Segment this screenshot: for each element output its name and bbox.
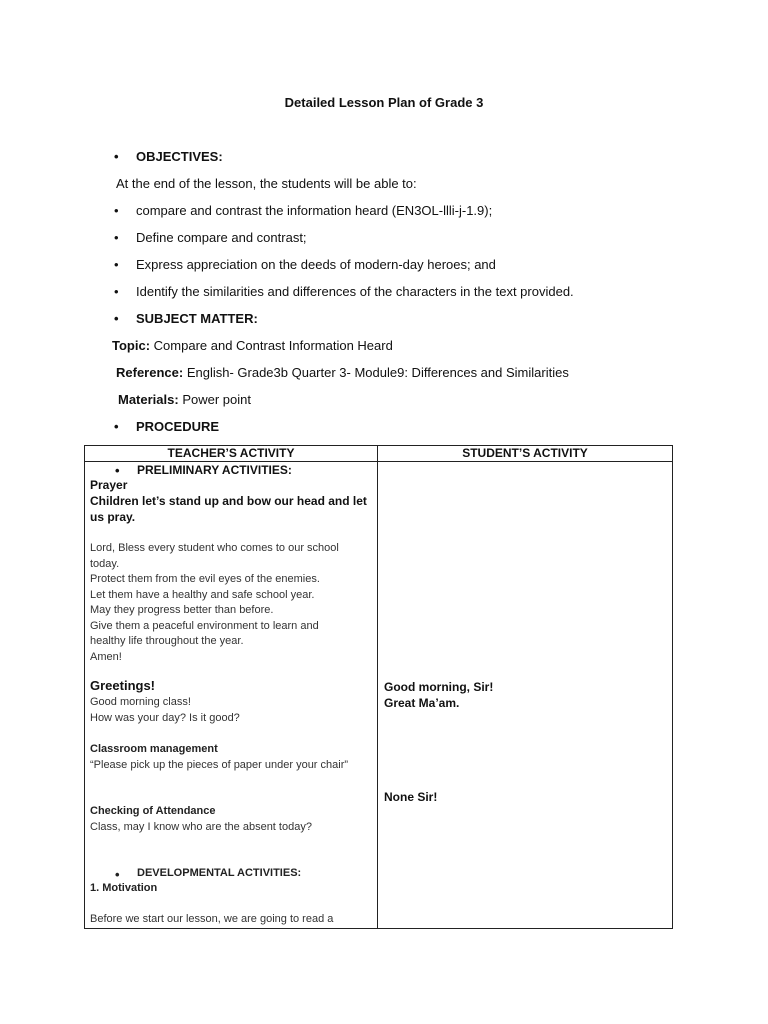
reference-label: Reference: bbox=[116, 365, 184, 380]
topic-value: Compare and Contrast Information Heard bbox=[153, 338, 393, 353]
prayer-line: Give them a peaceful environment to learn and bbox=[90, 619, 319, 632]
reference-line bbox=[116, 365, 569, 380]
student-greeting-reply: Great Ma’am. bbox=[384, 696, 460, 710]
objectives-intro: At the end of the lesson, the students will be able to: bbox=[116, 176, 417, 191]
topic-line bbox=[112, 338, 393, 353]
prayer-line: healthy life throughout the year. bbox=[90, 635, 244, 647]
objectives-heading: • OBJECTIVES: bbox=[136, 149, 223, 164]
objective-item: • compare and contrast the information heard (EN3OL-llli-j-1.9); bbox=[136, 203, 492, 218]
objective-item: • Express appreciation on the deeds of modern-day heroes; and bbox=[136, 257, 496, 272]
prayer-instruction: us pray. bbox=[90, 510, 136, 524]
attendance-heading: Checking of Attendance bbox=[90, 805, 216, 817]
activity-table bbox=[84, 445, 673, 929]
student-greeting-reply: Good morning, Sir! bbox=[384, 680, 494, 694]
table-header-row bbox=[85, 446, 673, 462]
greetings-heading: Greetings! bbox=[90, 678, 156, 693]
prayer-line: May they progress better than before. bbox=[90, 604, 274, 616]
objective-item: • Define compare and contrast; bbox=[136, 230, 307, 245]
table-row bbox=[85, 462, 673, 929]
teacher-activity-header: TEACHER’S ACTIVITY bbox=[85, 446, 378, 462]
prayer-line: today. bbox=[90, 557, 120, 570]
student-attendance-reply: None Sir! bbox=[384, 790, 438, 804]
document-title: Detailed Lesson Plan of Grade 3 bbox=[284, 95, 484, 110]
motivation-line: Before we start our lesson, we are going to read a bbox=[90, 913, 334, 925]
greetings-line: How was your day? Is it good? bbox=[90, 712, 240, 724]
objective-item: • Identify the similarities and differences of the characters in the text provided. bbox=[136, 284, 574, 299]
prayer-line: Amen! bbox=[90, 650, 122, 663]
prayer-heading: Prayer bbox=[90, 478, 128, 492]
prayer-line: Let them have a healthy and safe school year. bbox=[90, 588, 315, 601]
prayer-text bbox=[90, 541, 339, 665]
teacher-activity-cell bbox=[85, 462, 378, 929]
materials-label: Materials: bbox=[118, 392, 179, 407]
procedure-heading: • PROCEDURE bbox=[136, 419, 219, 434]
reference-value: English- Grade3b Quarter 3- Module9: Differences and Similarities bbox=[186, 365, 569, 380]
motivation-heading: 1. Motivation bbox=[90, 882, 158, 894]
greetings-line: Good morning class! bbox=[90, 696, 191, 708]
materials-value: Power point bbox=[182, 392, 251, 407]
materials-line bbox=[118, 392, 251, 407]
subject-matter-heading: • SUBJECT MATTER: bbox=[136, 311, 258, 326]
student-activity-cell bbox=[378, 462, 673, 929]
prayer-instruction: Children let’s stand up and bow our head and let bbox=[90, 494, 367, 508]
classroom-management-heading: Classroom management bbox=[90, 743, 218, 755]
developmental-activities: • DEVELOPMENTAL ACTIVITIES: bbox=[137, 867, 301, 879]
prayer-line: Lord, Bless every student who comes to our school bbox=[90, 542, 339, 554]
preliminary-activities: • PRELIMINARY ACTIVITIES: bbox=[137, 463, 292, 477]
prayer-line: Protect them from the evil eyes of the enemies. bbox=[90, 573, 320, 585]
attendance-line: Class, may I know who are the absent today? bbox=[90, 821, 312, 833]
student-activity-header: STUDENT’S ACTIVITY bbox=[378, 446, 673, 462]
classroom-management-line: “Please pick up the pieces of paper under your chair” bbox=[90, 759, 349, 771]
topic-label: Topic: bbox=[112, 338, 151, 353]
